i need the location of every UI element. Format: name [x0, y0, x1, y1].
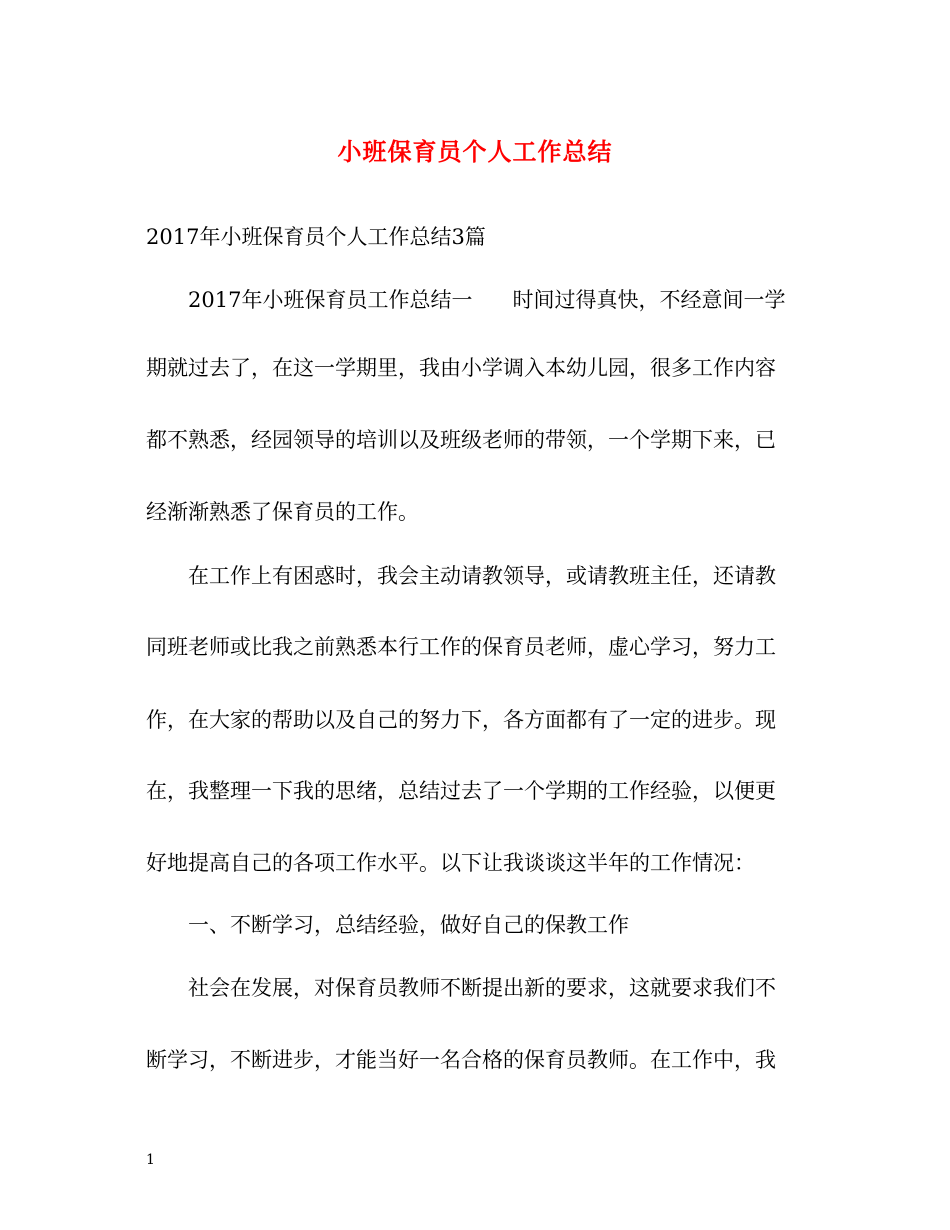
document-subtitle: 2017年小班保育员个人工作总结3篇: [146, 225, 486, 249]
document-title: 小班保育员个人工作总结: [337, 137, 613, 166]
paragraph-line: 作，在大家的帮助以及自己的努力下，各方面都有了一定的进步。现: [146, 708, 776, 732]
paragraph-line: 都不熟悉，经园领导的培训以及班级老师的带领，一个学期下来，已: [146, 428, 776, 452]
paragraph-line: 断学习，不断进步，才能当好一名合格的保育员教师。在工作中，我: [146, 1048, 776, 1072]
paragraph-line: 好地提高自己的各项工作水平。以下让我谈谈这半年的工作情况：: [146, 851, 755, 875]
section-heading: 2017年小班保育员工作总结一: [188, 288, 473, 312]
paragraph-line: 在工作上有困惑时，我会主动请教领导，或请教班主任，还请教: [188, 564, 776, 588]
paragraph-line: 期就过去了，在这一学期里，我由小学调入本幼儿园，很多工作内容: [146, 356, 776, 380]
paragraph-line: [188, 285, 816, 315]
paragraph-line: 社会在发展，对保育员教师不断提出新的要求，这就要求我们不: [188, 976, 776, 1000]
paragraph-line: 同班老师或比我之前熟悉本行工作的保育员老师，虚心学习，努力工: [146, 635, 776, 659]
section-heading: 一、不断学习，总结经验，做好自己的保教工作: [188, 913, 629, 937]
paragraph-line: 经渐渐熟悉了保育员的工作。: [146, 500, 419, 524]
page-number: 1: [146, 1152, 155, 1168]
paragraph-text: 时间过得真快，不经意间一学: [512, 288, 786, 312]
paragraph-line: 在，我整理一下我的思绪，总结过去了一个学期的工作经验，以便更: [146, 779, 776, 803]
